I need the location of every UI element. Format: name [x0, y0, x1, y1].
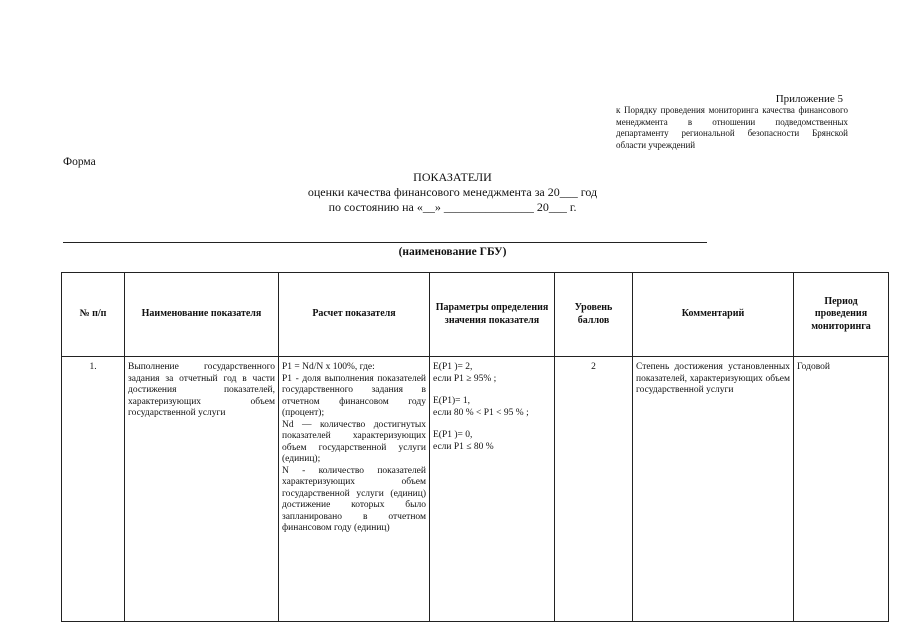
row-monitoring-period: Годовой: [794, 357, 889, 622]
calc-p1-definition: P1 - доля выполнения показателей государственного задания в отчетном финансовом году (процент);: [282, 373, 426, 418]
header-monitoring-period: Период проведения мониторинга: [794, 273, 889, 357]
row-indicator-name: Выполнение государственного задания за отчетный год в части достижения показателей, характеризующих объем государственной услуги: [125, 357, 279, 622]
calc-formula: P1 = Nd/N x 100%, где:: [282, 362, 375, 372]
header-calculation: Расчет показателя: [279, 273, 430, 357]
appendix-title: Приложение 5: [775, 93, 843, 105]
document-title: ПОКАЗАТЕЛИ: [413, 170, 492, 184]
param-e2-value: E(P1)= 1,: [433, 396, 471, 406]
param-e1-condition: если P1 ≥ 95% ;: [433, 373, 497, 384]
table-row: [62, 357, 889, 622]
header-number: № п/п: [62, 273, 125, 357]
calc-n-definition: N - количество показателей характеризующих объем государственной услуги (единиц) достижение которых было запланировано в отчетном финансовом году (единиц): [282, 465, 426, 533]
param-e1-value: E(P1 )= 2,: [433, 362, 473, 372]
header-indicator-name: Наименование показателя: [125, 273, 279, 357]
document-subtitle: оценки качества финансового менеджмента за 20___ год: [307, 185, 598, 199]
header-score-level: Уровень баллов: [555, 273, 633, 357]
table-header-row: [62, 273, 889, 357]
param-e3-value: E(P1 )= 0,: [433, 430, 473, 440]
row-comment: Степень достижения установленных показателей, характеризующих объем государственной услуги: [633, 357, 794, 622]
header-comment: Комментарий: [633, 273, 794, 357]
row-parameters: [430, 357, 555, 622]
row-score-level: 2: [555, 357, 633, 622]
param-e2-condition: если 80 % < P1 < 95 % ;: [433, 407, 529, 418]
row-number: 1.: [62, 357, 125, 622]
appendix-description: к Порядку проведения мониторинга качества финансового менеджмента в отношении подведомственных департаменту региональной безопасности Брянской области учреждений: [616, 105, 848, 150]
calc-nd-definition: Nd — количество достигнутых показателей характеризующих объем государственной услуги (единиц);: [282, 419, 426, 464]
row-calculation: [279, 357, 430, 622]
org-name-underline: [63, 242, 707, 243]
org-name-caption: (наименование ГБУ): [398, 246, 507, 258]
header-parameters: Параметры определения значения показателя: [430, 273, 555, 357]
document-date-line: по состоянию на «__» _______________ 20___ г.: [328, 200, 577, 214]
param-e3-condition: если P1 ≤ 80 %: [433, 441, 494, 452]
form-label: Форма: [63, 156, 96, 168]
indicators-table: [61, 272, 889, 622]
